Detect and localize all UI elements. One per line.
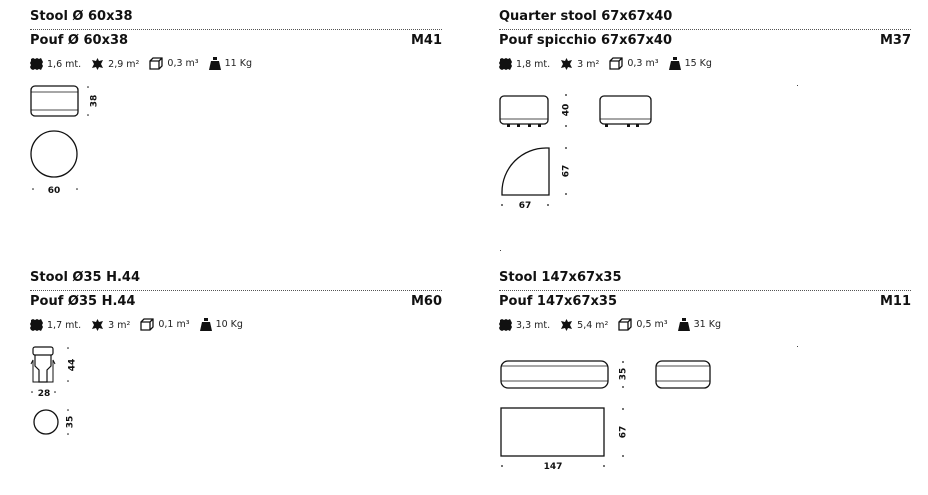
spec-leather-value: 5,4 m² (577, 319, 609, 331)
spec-fabric-value: 1,8 mt. (516, 58, 551, 70)
depth-dimension: 67 (618, 425, 629, 439)
product-title-en: Stool Ø 60x38 (30, 9, 133, 24)
spec-fabric-value: 1,7 mt. (47, 319, 82, 331)
product-title-en: Stool 147x67x35 (499, 270, 622, 285)
product-title-en: Quarter stool 67x67x40 (499, 9, 673, 24)
top-view (31, 131, 77, 177)
product-title-en: Stool Ø35 H.44 (30, 270, 140, 285)
spec-leather-value: 3 m² (108, 319, 131, 331)
spec-leather-value: 3 m² (577, 58, 600, 70)
spec-volume-value: 0,5 m³ (636, 319, 668, 330)
depth-dimension: 67 (561, 164, 572, 178)
spec-volume-value: 0,1 m³ (158, 319, 190, 330)
technical-drawing-m11 (499, 270, 911, 490)
width-dimension: 28 (37, 389, 51, 399)
side-view-back (600, 96, 651, 127)
scan-speck (500, 250, 501, 251)
spec-weight-value: 11 Kg (224, 58, 253, 69)
scan-speck (797, 346, 798, 347)
product-title-it: Pouf 147x67x35 (499, 294, 617, 309)
top-view (501, 408, 604, 456)
spec-weight-value: 15 Kg (684, 58, 712, 69)
width-dimension: 67 (518, 201, 532, 211)
product-code: M11 (879, 294, 911, 309)
spec-fabric-value: 1,6 mt. (47, 58, 82, 70)
technical-drawing-m37 (499, 9, 911, 219)
spec-weight-value: 31 Kg (693, 319, 722, 330)
spec-fabric-value: 3,3 mt. (516, 319, 551, 331)
side-view-long (501, 361, 608, 388)
scan-speck (797, 85, 798, 86)
product-title-it: Pouf Ø 60x38 (30, 33, 129, 48)
top-view (34, 410, 58, 434)
width-dimension: 147 (543, 462, 563, 472)
side-view (31, 347, 55, 382)
spec-volume-value: 0,3 m³ (167, 58, 199, 69)
width-dimension: 60 (47, 186, 61, 196)
spec-weight-value: 10 Kg (215, 319, 243, 330)
side-view (31, 86, 78, 116)
product-code: M41 (410, 33, 442, 48)
height-dimension: 35 (618, 367, 629, 381)
height-dimension: 44 (67, 358, 78, 372)
top-view-quarter (502, 148, 549, 195)
technical-drawing-m41 (30, 9, 442, 209)
height-dimension: 38 (89, 94, 100, 108)
product-code: M37 (879, 33, 911, 48)
height-dimension: 40 (561, 103, 572, 117)
side-view-front (500, 96, 548, 127)
product-title-it: Pouf Ø35 H.44 (30, 294, 136, 309)
technical-drawing-m60 (30, 270, 442, 490)
product-code: M60 (410, 294, 442, 309)
product-title-it: Pouf spicchio 67x67x40 (499, 33, 673, 48)
diameter-dimension: 35 (65, 415, 76, 429)
spec-leather-value: 2,9 m² (108, 58, 140, 70)
side-view-short (656, 361, 710, 388)
spec-volume-value: 0,3 m³ (627, 58, 659, 69)
